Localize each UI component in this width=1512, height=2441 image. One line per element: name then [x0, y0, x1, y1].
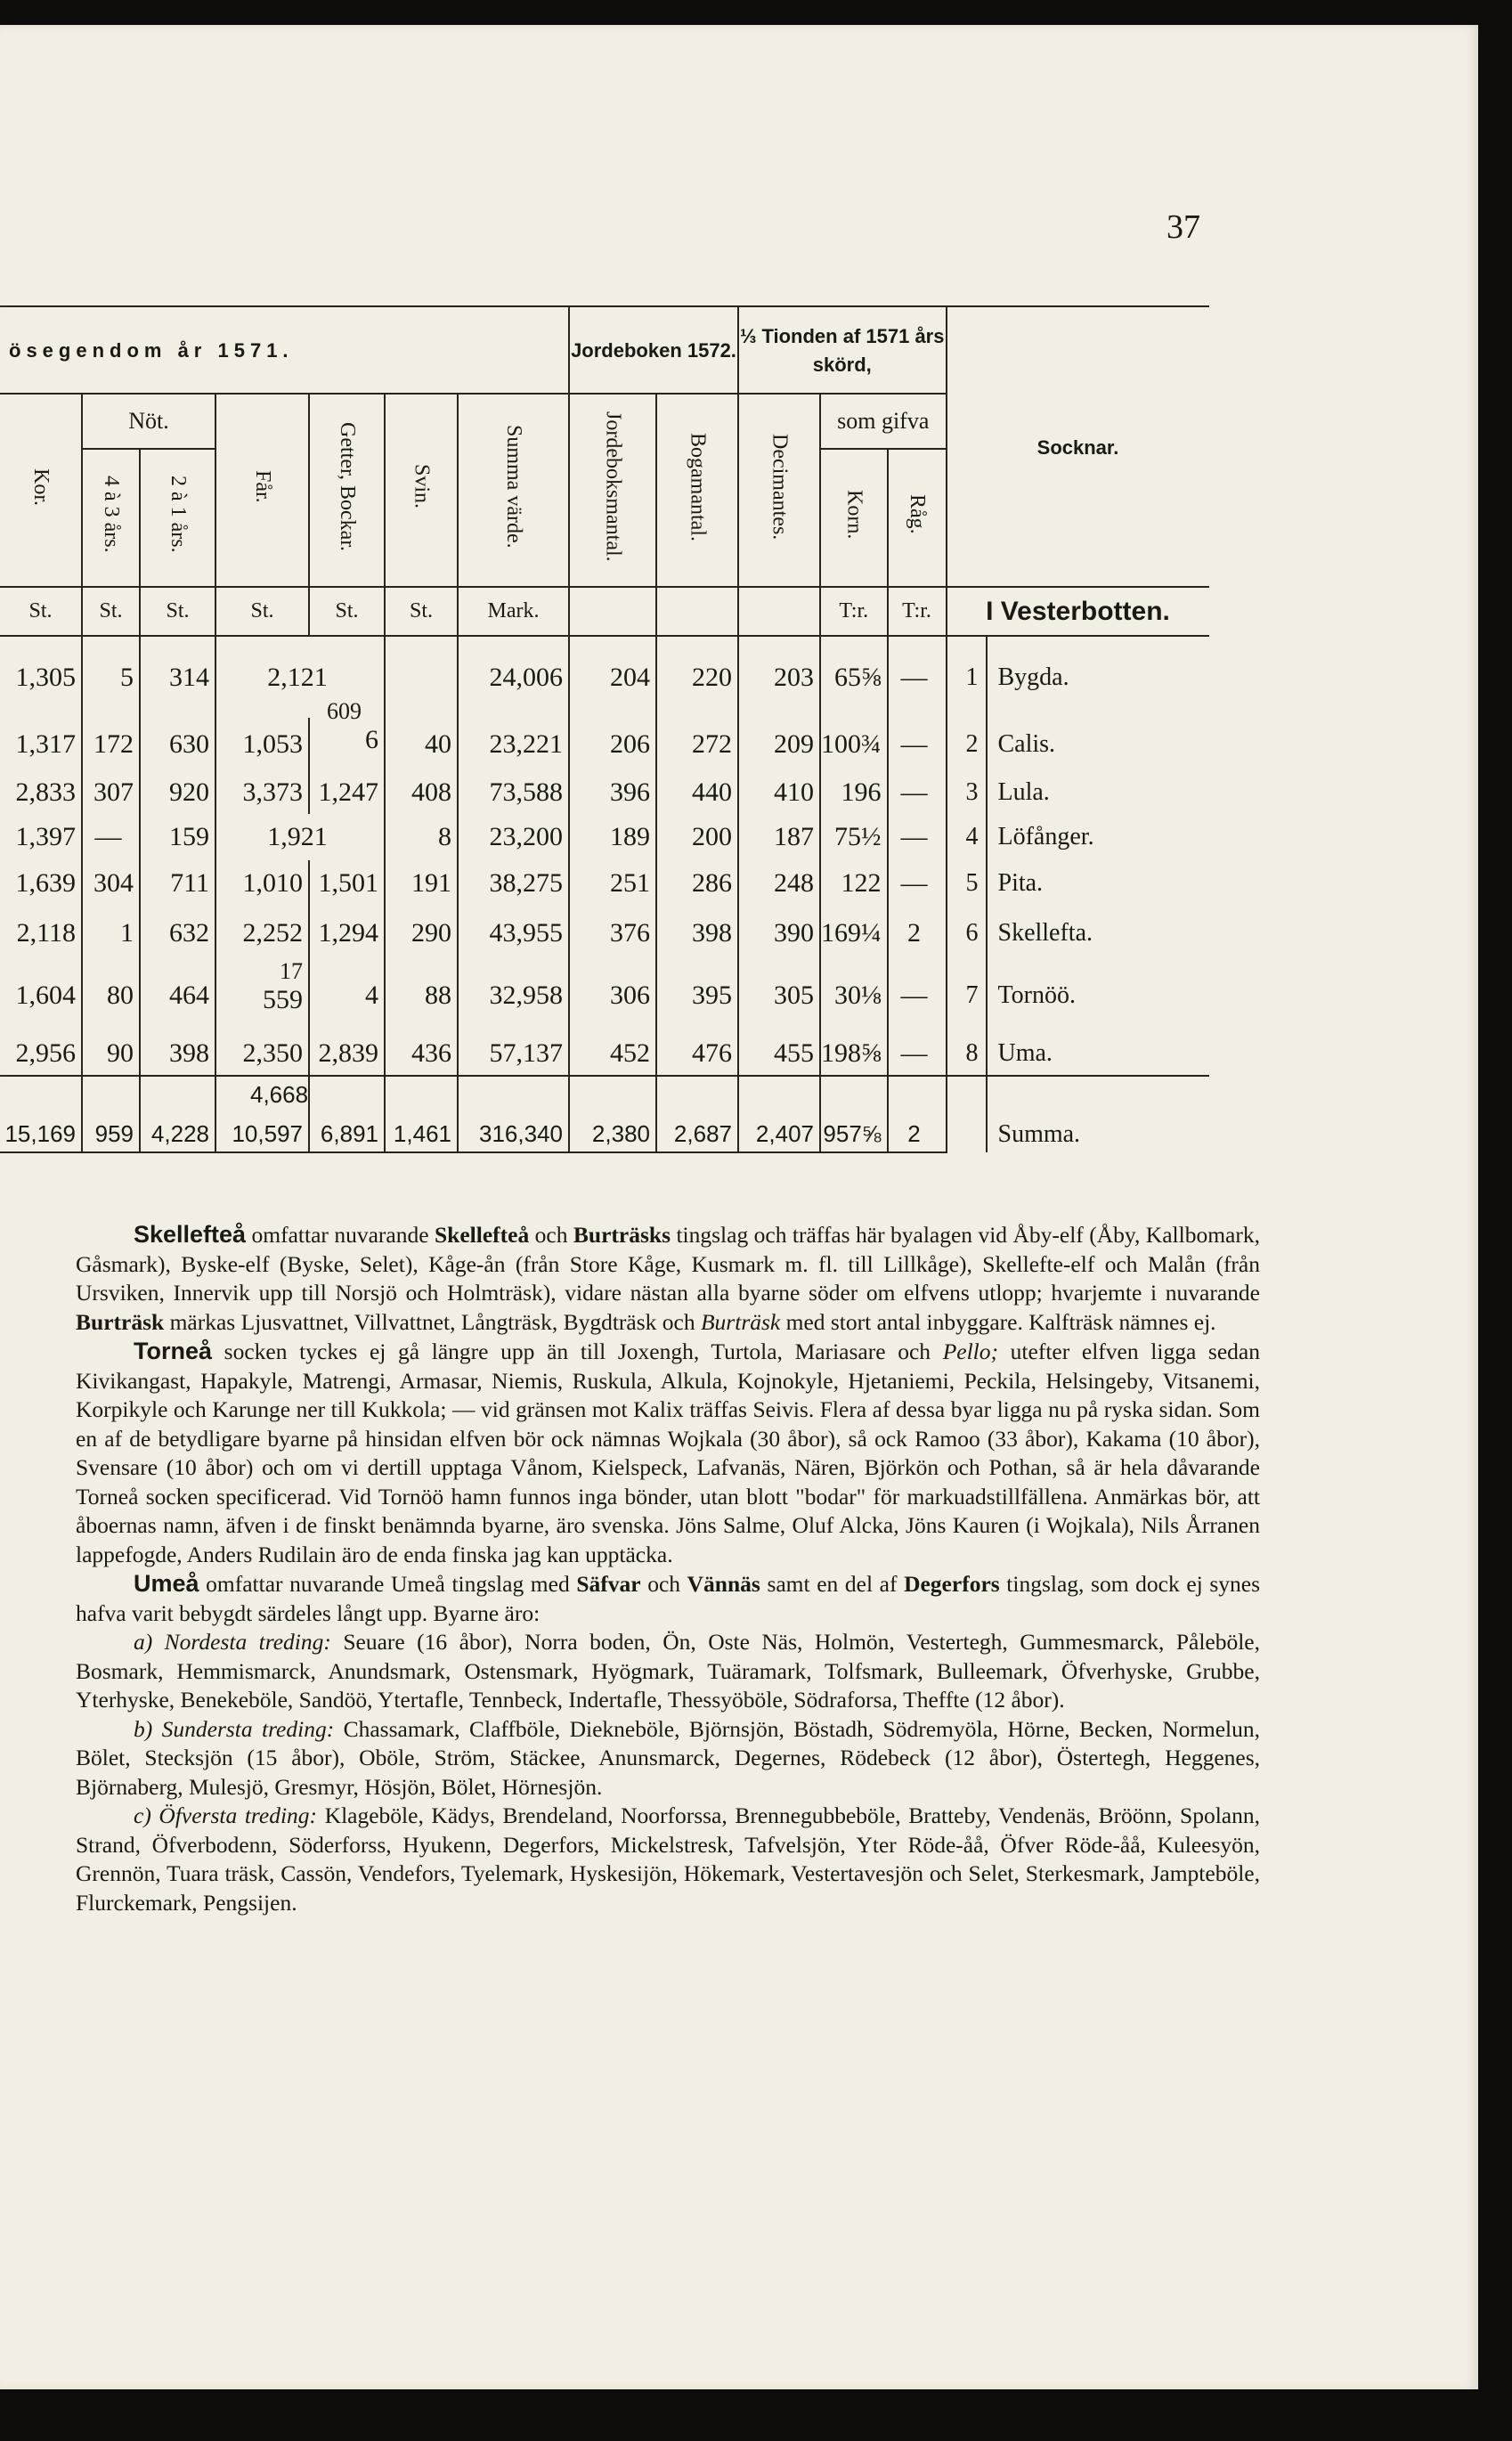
table-row: 1,317 172 630 1,053 609 6 40 23,221 206 272 209 100¾ — 2 Calis. — [0, 718, 1209, 771]
text-run: Vännäs — [687, 1571, 760, 1597]
units-row — [0, 587, 1209, 636]
paragraph-ofversta — [76, 1802, 1260, 1917]
text-run: Degerfors — [904, 1571, 1000, 1597]
text-run: samt en del af — [760, 1571, 905, 1597]
text-run: Chassamark, Claffböle, Diekneböle, Björnsjön, Böstadh, Södremyöla, Hörne, Becken, Normelun, Bölet, Stecksjön (15 åbor), Oböle, Ström, Stäckee, Anunsmarck, Degernes, Rödebeck (12 åbor), Östertegh, Heggenes, Björnaberg, Mulesjö, Gresmyr, Hösjön, Bölet, Hörnesjön. — [76, 1715, 1260, 1800]
merged-note: 17 — [280, 958, 303, 984]
text-run: tingslag och träffas här byalagen vid Åby-elf (Åby, Kallbomark, Gåsmark), Byske-elf (Byske, Selet), Kåge-ån (från Store Kåge, Kusmark m. fl. till Lillkåge), Skellefte-elf och Malån (från Ursviken, Innervik upp till Norsjö och Holmträsk), vidare nästan alla byarne söder om elfvens utlopp; hvarjemte i nuvarande — [76, 1222, 1260, 1306]
table-row: 1,604 80 464 17 559 4 88 32,958 306 395 305 30⅛ — 7 Tornöö. — [0, 960, 1209, 1031]
header-socknar: Socknar. — [1036, 435, 1119, 459]
text-run: Skellefteå — [134, 1221, 247, 1248]
table-row: 2,956 90 398 2,350 2,839 436 57,137 452 476 455 198⅝ — 8 Uma. — [0, 1031, 1209, 1076]
col-getter: Getter, Bockar. — [336, 422, 359, 551]
region-heading: I Vesterbotten. — [947, 587, 1209, 636]
text-run: Klageböle, Kädys, Brendeland, Noorforssa, Brennegubbeböle, Bratteby, Vendenäs, Bröönn, Spolann, Strand, Öfverbodenn, Söderforss, Hyukenn, Degerfors, Mickelstresk, Tafvelsjön, Yter Röde-åå, Öfver Röde-åå, Kuleesyön, Grennön, Tuara träsk, Cassön, Vendefors, Tyelemark, Hyskesijön, Hökemark, Vestertavesjön och Selet, Sterkesmark, Jampteböle, Flurckemark, Pengsijen. — [76, 1802, 1260, 1916]
col-jordeboksmantal: Jordeboksmantal. — [601, 411, 625, 562]
table-row: 1,397 — 159 1,921 8 23,200 189 200 187 75½ — 4 Löfånger. — [0, 814, 1209, 860]
text-run: socken tyckes ej gå längre upp än till Joxengh, Turtola, Mariasare och — [212, 1338, 943, 1364]
socken-name: Lula. — [987, 771, 1209, 814]
text-run: Pello; — [942, 1338, 999, 1364]
col-kor: Kor. — [29, 468, 53, 506]
col-not-young: 2 à 1 års. — [167, 476, 190, 553]
unit: T:r. — [888, 587, 947, 636]
summa-label: Summa. — [987, 1076, 1209, 1152]
col-far: Får. — [251, 470, 274, 503]
body-text — [76, 1220, 1260, 1917]
text-run: tingslag, som dock ej synes hafva varit bebygdt särdeles långt upp. Byarne äro: — [76, 1571, 1261, 1626]
table-row: 1,639 304 711 1,010 1,501 191 38,275 251 286 248 122 — 5 Pita. — [0, 860, 1209, 907]
merged-note: 609 — [327, 698, 362, 724]
text-run: b) Sundersta treding: — [134, 1715, 335, 1742]
text-run: Burträsk — [76, 1308, 165, 1335]
text-run: omfattar nuvarande — [246, 1222, 435, 1248]
text-run: Burträsk — [700, 1308, 781, 1335]
col-decimantes: Decimantes. — [768, 433, 792, 541]
page-number: 37 — [1167, 208, 1200, 246]
text-run: omfattar nuvarande Umeå tingslag med — [199, 1571, 577, 1597]
header-group-left: ösegendom år 1571. — [9, 339, 294, 362]
unit: T:r. — [820, 587, 888, 636]
text-run: Säfvar — [576, 1571, 641, 1597]
paragraph-nordesta — [76, 1628, 1260, 1715]
paragraph-umea — [76, 1569, 1260, 1628]
col-bogamantal: Bogamantal. — [686, 432, 710, 541]
text-run: utefter elfven ligga sedan Kivikangast, Hapakyle, Matrengi, Armasar, Niemis, Ruskula, Alkula, Kojnokyle, Hjetaniemi, Peckila, Helsingeby, Vitsanemi, Korpikyle och Karunge ner till Kukkola; — vid gränsen mot Kalix träffas Seivis. Flera af dessa byar ligga nu på ryska sidan. Som en af de betydligare byarne på hinsidan elfven bör ock nämnas Wojkala (30 åbor), så ock Ramoo (33 åbor), Kakama (10 åbor), Svensare (10 åbor) och om vi dertill upptaga Vånom, Kielspeck, Lafvanäs, Nären, Björkön och Pothan, så är hela dåvarande Torneå socken specificerad. Vid Tornöö hamn funnos inga bönder, utan blott "bodar" för markuadstillfällena. Anmärkas bör, att åboernas namn, äfven i de finskt benämnda byarne, äro svenska. Jöns Salme, Oluf Alcka, Jöns Kauren (i Wojkala), Nils Årranen lappefogde, Anders Rudilain äro de enda finska jag kan upptäcka. — [76, 1338, 1260, 1567]
text-run: och — [640, 1571, 687, 1597]
paragraph-sundersta — [76, 1715, 1260, 1802]
summa-row: 15,169 959 4,228 4,668 10,597 6,891 1,461 316,340 2,380 2,687 2,407 957⅝ 2 Summa. — [0, 1076, 1209, 1152]
socken-name: Löfånger. — [987, 814, 1209, 860]
unit: St. — [309, 587, 385, 636]
text-run: Umeå — [134, 1570, 199, 1597]
text-run: med stort antal inbyggare. Kalfträsk nämnes ej. — [780, 1308, 1216, 1335]
paragraph-tornea — [76, 1337, 1260, 1569]
unit: St. — [215, 587, 309, 636]
paragraph-skelleftea — [76, 1220, 1260, 1337]
socken-name: Calis. — [987, 718, 1209, 771]
header-jordeboken: Jordeboken 1572. — [571, 339, 736, 362]
col-not-old: 4 à 3 års. — [100, 476, 123, 553]
header-group-row — [0, 306, 1209, 394]
socken-name: Tornöö. — [987, 960, 1209, 1031]
socken-name: Uma. — [987, 1031, 1209, 1076]
text-run: märkas Ljusvattnet, Villvattnet, Långträsk, Bygdträsk och — [164, 1308, 701, 1335]
header-som-gifva: som gifva — [820, 394, 947, 449]
table-row: 1,305 5 314 2,121 24,006 204 220 203 65⅝ — 1 Bygda. — [0, 636, 1209, 718]
col-svin: Svin. — [410, 464, 434, 509]
col-summa: Summa värde. — [502, 425, 525, 549]
text-run: a) Nordesta treding: — [134, 1629, 331, 1655]
unit: St. — [385, 587, 458, 636]
merged-far-getter: 2,121 — [215, 636, 385, 718]
socken-name: Pita. — [987, 860, 1209, 907]
unit: St. — [0, 587, 82, 636]
header-not: Nöt. — [82, 394, 215, 449]
table-row: 2,833 307 920 3,373 1,247 408 73,588 396 440 410 196 — 3 Lula. — [0, 771, 1209, 814]
livestock-table — [0, 305, 1209, 1153]
col-korn: Korn. — [842, 489, 866, 540]
unit: St. — [140, 587, 215, 636]
unit: St. — [82, 587, 140, 636]
unit: Mark. — [458, 587, 569, 636]
table-row: 2,118 1 632 2,252 1,294 290 43,955 376 398 390 169¼ 2 6 Skellefta. — [0, 907, 1209, 960]
col-rag: Råg. — [906, 494, 929, 534]
text-run: Torneå — [134, 1338, 213, 1364]
text-run: Burträsks — [573, 1222, 671, 1248]
socken-name: Bygda. — [987, 636, 1209, 718]
text-run: Skellefteå — [434, 1222, 530, 1248]
merged-note: 4,668 — [250, 1081, 309, 1108]
book-page — [0, 25, 1478, 2389]
socken-name: Skellefta. — [987, 907, 1209, 960]
text-run: och — [529, 1222, 573, 1248]
header-tionden: ⅓ Tionden af 1571 års skörd, — [740, 325, 945, 376]
text-run: c) Öfversta treding: — [134, 1802, 318, 1828]
text-run: Seuare (16 åbor), Norra boden, Ön, Oste Näs, Holmön, Vestertegh, Gummesmarck, Påleböle, Bosmark, Hemmismarck, Anundsmark, Ostensmark, Hyögmark, Tuäramark, Tolfsmark, Bulleemark, Öfverhyske, Grubbe, Yterhyske, Benekeböle, Sandöö, Ytertafle, Tennbeck, Indertafle, Thessyöböle, Södraforsa, Theffte (12 åbor). — [76, 1629, 1260, 1713]
